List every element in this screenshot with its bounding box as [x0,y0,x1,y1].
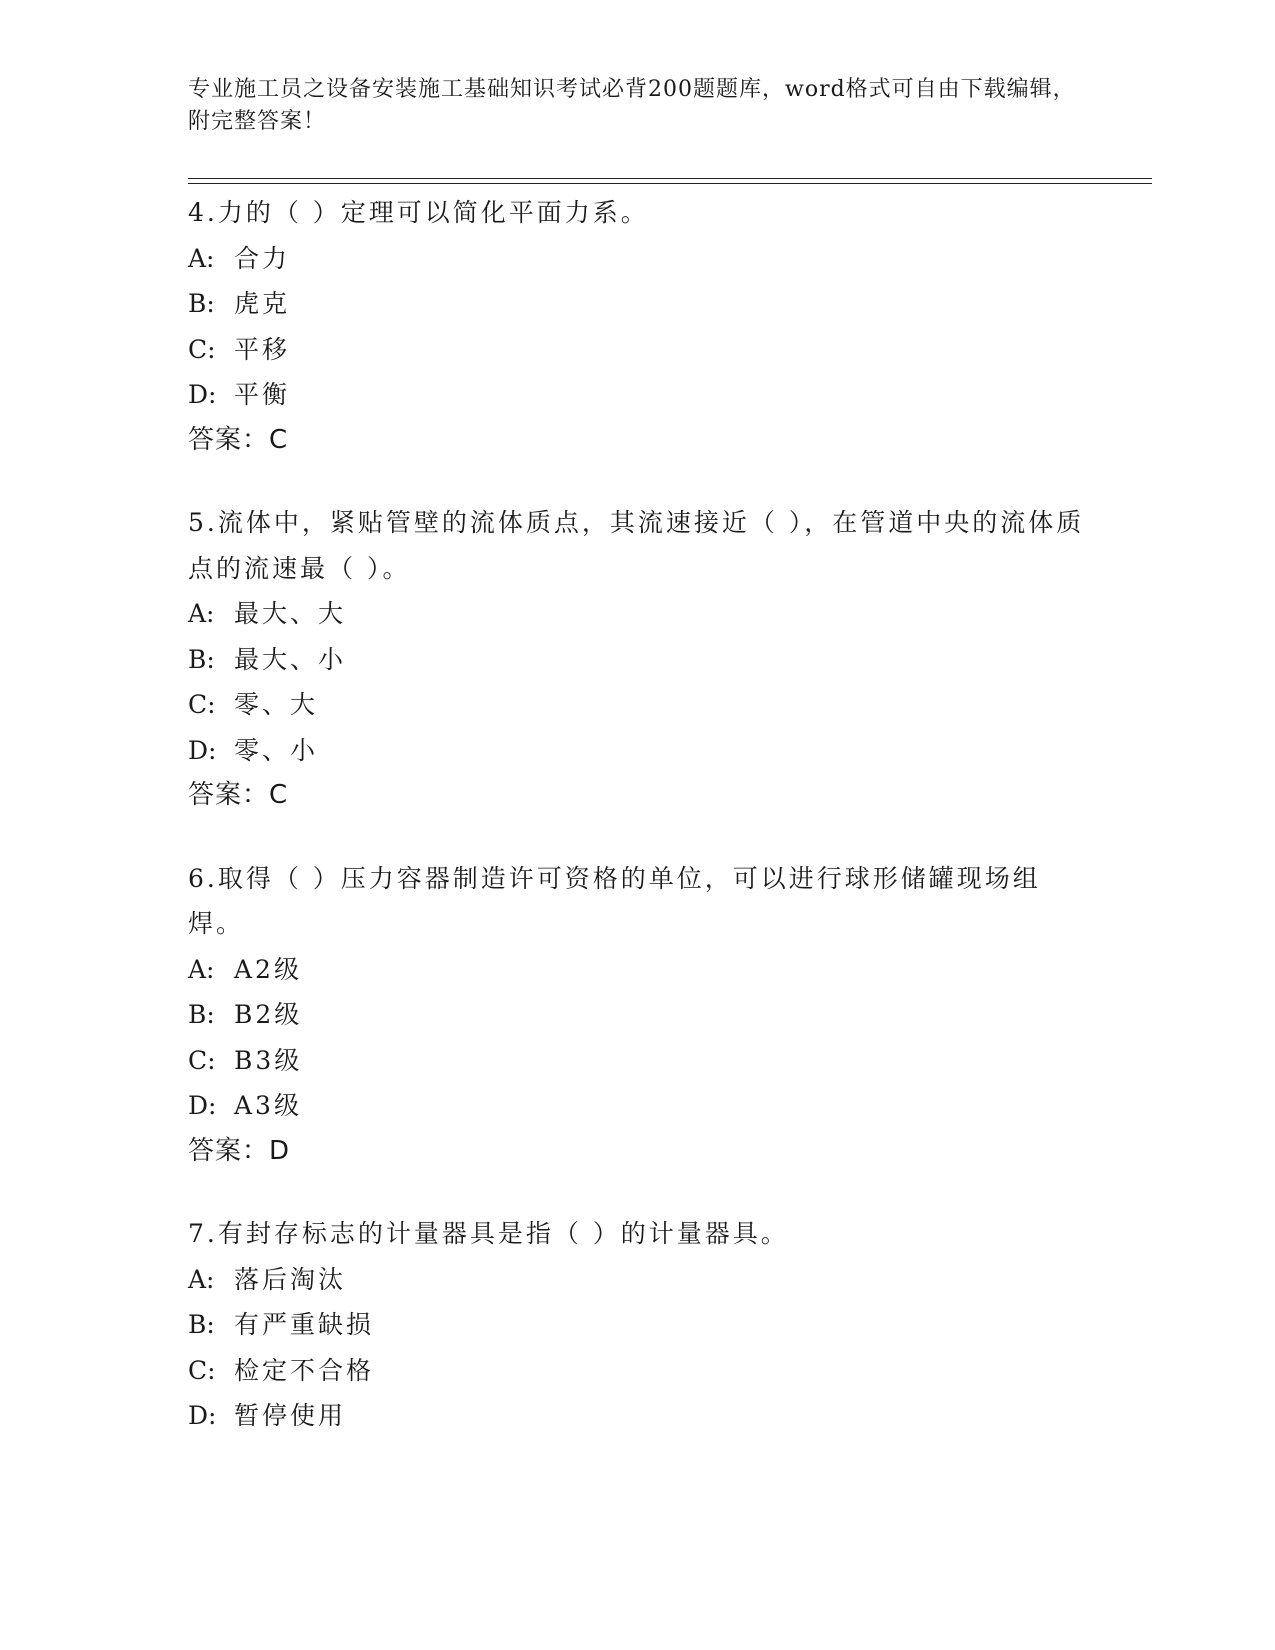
option-text: 平衡 [234,380,291,409]
option-c [188,1348,1088,1394]
option-letter: B: [188,1000,215,1029]
option-b [188,1302,1088,1348]
option-text: 最大、小 [234,644,347,674]
question-text: 7.有封存标志的计量器具是指（ ）的计量器具。 [188,1219,789,1248]
option-a [188,947,1088,993]
option-letter: A: [188,243,215,273]
option-text: 零、大 [234,690,319,719]
option-letter: C: [188,690,216,719]
option-a [188,1257,1088,1303]
option-letter: B: [188,289,215,318]
option-text: A2级 [234,954,302,984]
option-d [188,728,1088,774]
option-d [188,1083,1088,1129]
option-letter: D: [188,1401,217,1430]
option-text: 零、小 [234,735,319,765]
answer-line: 答案：C [188,780,289,810]
option-letter: C: [188,1355,216,1385]
question-5 [188,500,1088,819]
option-text: 平移 [234,334,291,364]
option-c [188,682,1088,728]
option-a [188,236,1088,282]
option-d [188,372,1088,418]
option-letter: B: [188,1310,215,1339]
option-d [188,1393,1088,1439]
option-text: B2级 [234,1000,303,1029]
question-4 [188,190,1088,463]
option-letter: A: [188,1264,215,1294]
option-letter: B: [188,644,215,674]
option-text: 检定不合格 [234,1355,375,1385]
option-b [188,637,1088,683]
header-rule-bottom [188,183,1152,184]
question-text: 5.流体中，紧贴管壁的流体质点，其流速接近（ ），在管道中央的流体质点的流速最（ ）。 [188,508,1085,583]
option-c [188,327,1088,373]
question-6 [188,856,1088,1175]
option-text: 暂停使用 [234,1401,347,1430]
option-letter: D: [188,1091,217,1120]
document-header: 专业施工员之设备安装施工基础知识考试必背200题题库，word格式可自由下载编辑，附完整答案！ [188,77,1076,134]
question-7 [188,1211,1088,1439]
option-letter: A: [188,954,215,984]
option-letter: D: [188,380,217,409]
option-text: 最大、大 [234,599,347,628]
question-list [188,190,1088,1476]
answer-line: 答案：D [188,1135,291,1166]
answer-line: 答案：C [188,424,289,455]
option-c [188,1038,1088,1084]
option-letter: C: [188,334,216,364]
option-a [188,591,1088,637]
option-b [188,281,1088,327]
option-text: B3级 [234,1045,303,1075]
option-letter: C: [188,1045,216,1075]
header-rule-top [188,178,1152,179]
question-text: 6.取得（ ）压力容器制造许可资格的单位，可以进行球形储罐现场组焊。 [188,863,1041,938]
option-text: A3级 [234,1091,302,1120]
option-text: 落后淘汰 [234,1264,347,1294]
option-b [188,992,1088,1038]
question-text: 4.力的（ ）定理可以简化平面力系。 [188,198,649,227]
option-text: 虎克 [234,289,291,318]
option-text: 有严重缺损 [234,1310,375,1339]
option-text: 合力 [234,243,291,273]
option-letter: A: [188,599,215,628]
option-letter: D: [188,735,217,765]
